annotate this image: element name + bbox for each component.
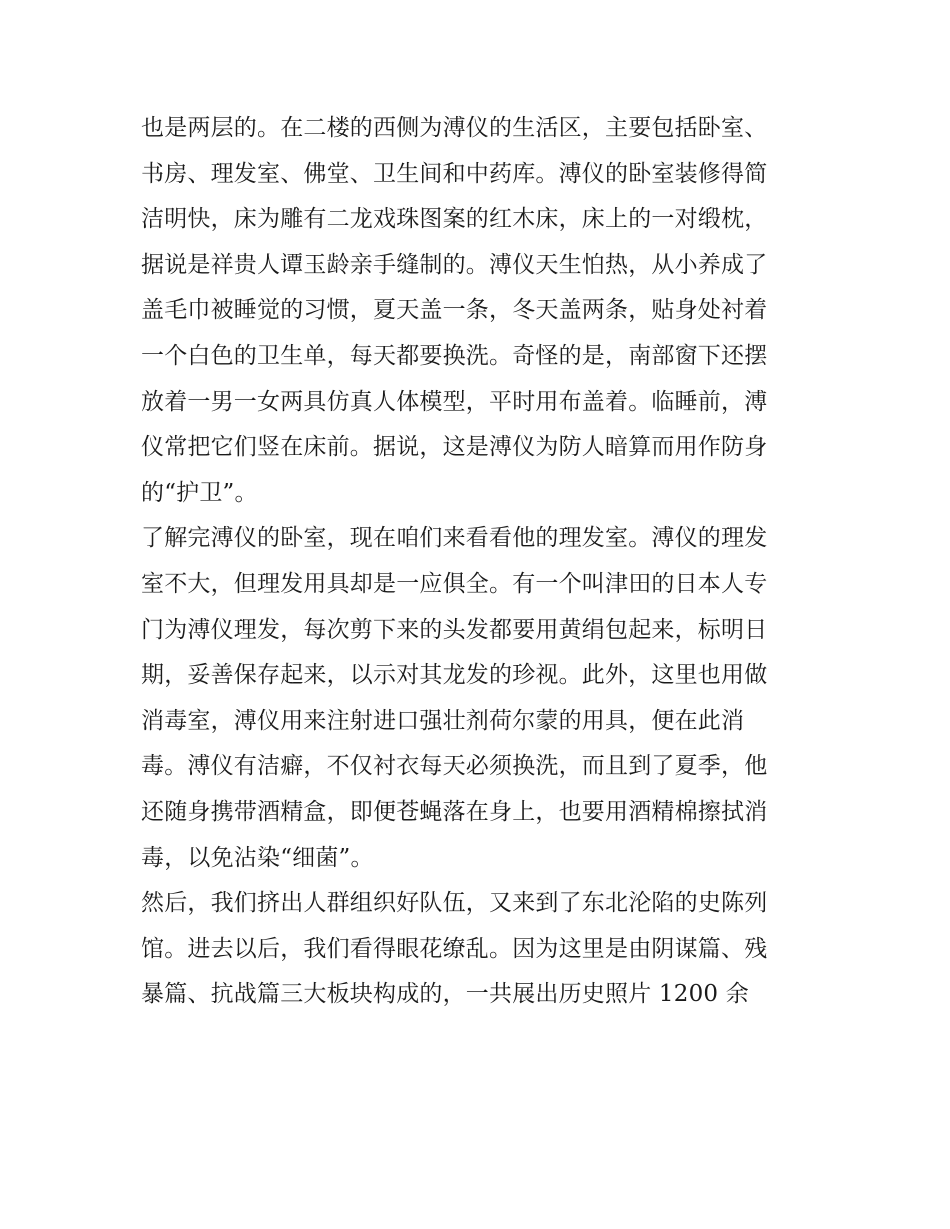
text-line: 室不大，但理发用具却是一应俱全。有一个叫津田的日本人专 [141,570,768,597]
text-line: 据说是祥贵人谭玉龄亲手缝制的。溥仪天生怕热，从小养成了 [141,251,768,278]
text-line: 然后，我们挤出人群组织好队伍，又来到了东北沦陷的史陈列 [141,890,768,917]
text-line: 期，妥善保存起来，以示对其龙发的珍视。此外，这里也用做 [141,662,768,689]
text-line: 门为溥仪理发，每次剪下来的头发都要用黄绢包起来，标明日 [141,616,768,643]
text-line: 还随身携带酒精盒，即便苍蝇落在身上，也要用酒精棉擦拭消 [141,798,768,825]
text-line: 暴篇、抗战篇三大板块构成的，一共展出历史照片 1200 余 [141,981,749,1008]
text-line: 一个白色的卫生单，每天都要换洗。奇怪的是，南部窗下还摆 [141,342,768,369]
text-line: 洁明快，床为雕有二龙戏珠图案的红木床，床上的一对缎枕， [141,206,768,233]
text-line: 书房、理发室、佛堂、卫生间和中药库。溥仪的卧室装修得简 [141,160,768,187]
text-line: 的“护卫”。 [141,479,258,506]
text-line: 毒。溥仪有洁癖，不仅衬衣每天必须换洗，而且到了夏季，他 [141,753,768,780]
body-text [141,106,821,1018]
text-line: 也是两层的。在二楼的西侧为溥仪的生活区，主要包括卧室、 [141,115,768,141]
text-line: 毒，以免沾染“细菌”。 [141,844,374,871]
text-line: 放着一男一女两具仿真人体模型，平时用布盖着。临睡前，溥 [141,388,768,415]
text-line: 了解完溥仪的卧室，现在咱们来看看他的理发室。溥仪的理发 [141,525,768,552]
text-line: 消毒室，溥仪用来注射进口强壮剂荷尔蒙的用具，便在此消 [141,707,745,734]
text-line: 馆。进去以后，我们看得眼花缭乱。因为这里是由阴谋篇、残 [141,935,768,962]
text-line: 仪常把它们竖在床前。据说，这是溥仪为防人暗算而用作防身 [141,434,768,461]
text-line: 盖毛巾被睡觉的习惯，夏天盖一条，冬天盖两条，贴身处衬着 [141,297,768,324]
